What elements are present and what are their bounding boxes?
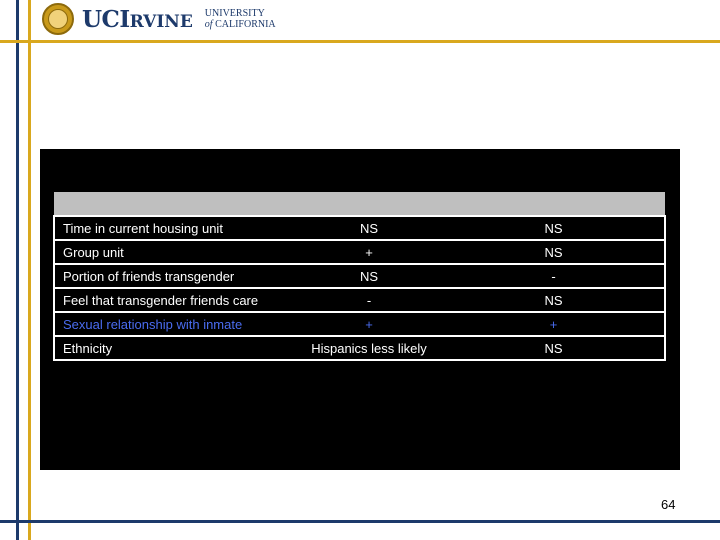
table-header-row <box>54 192 665 216</box>
row-value-col2: - <box>295 288 443 312</box>
uci-logo <box>42 2 276 36</box>
frame-line-gold-vertical <box>28 0 31 540</box>
table-row <box>54 336 665 360</box>
row-value-col2: + <box>295 312 443 336</box>
row-value-col2: Hispanics less likely <box>295 336 443 360</box>
university-seal-icon <box>42 3 74 35</box>
row-value-col3: NS <box>443 216 665 240</box>
row-value-col2: NS <box>295 216 443 240</box>
table-row <box>54 216 665 240</box>
frame-line-navy-horizontal <box>0 520 720 523</box>
row-value-col3: NS <box>443 336 665 360</box>
row-label: Sexual relationship with inmate <box>54 312 295 336</box>
uc-wordmark: UNIVERSITY of CALIFORNIA <box>204 8 276 30</box>
frame-line-navy-vertical <box>16 0 19 540</box>
row-label: Feel that transgender friends care <box>54 288 295 312</box>
table-row <box>54 264 665 288</box>
results-table <box>53 192 666 361</box>
row-value-col2: + <box>295 240 443 264</box>
row-value-col3: NS <box>443 240 665 264</box>
table-row <box>54 288 665 312</box>
row-value-col2: NS <box>295 264 443 288</box>
row-label: Ethnicity <box>54 336 295 360</box>
row-label: Group unit <box>54 240 295 264</box>
row-value-col3: - <box>443 264 665 288</box>
row-value-col3: NS <box>443 288 665 312</box>
table-row <box>54 240 665 264</box>
page-number: 64 <box>661 497 676 512</box>
row-label: Time in current housing unit <box>54 216 295 240</box>
row-value-col3: + <box>443 312 665 336</box>
frame-line-gold-horizontal <box>0 40 720 43</box>
uci-wordmark: UCIRVINE <box>82 5 193 33</box>
table-row-highlighted <box>54 312 665 336</box>
row-label: Portion of friends transgender <box>54 264 295 288</box>
